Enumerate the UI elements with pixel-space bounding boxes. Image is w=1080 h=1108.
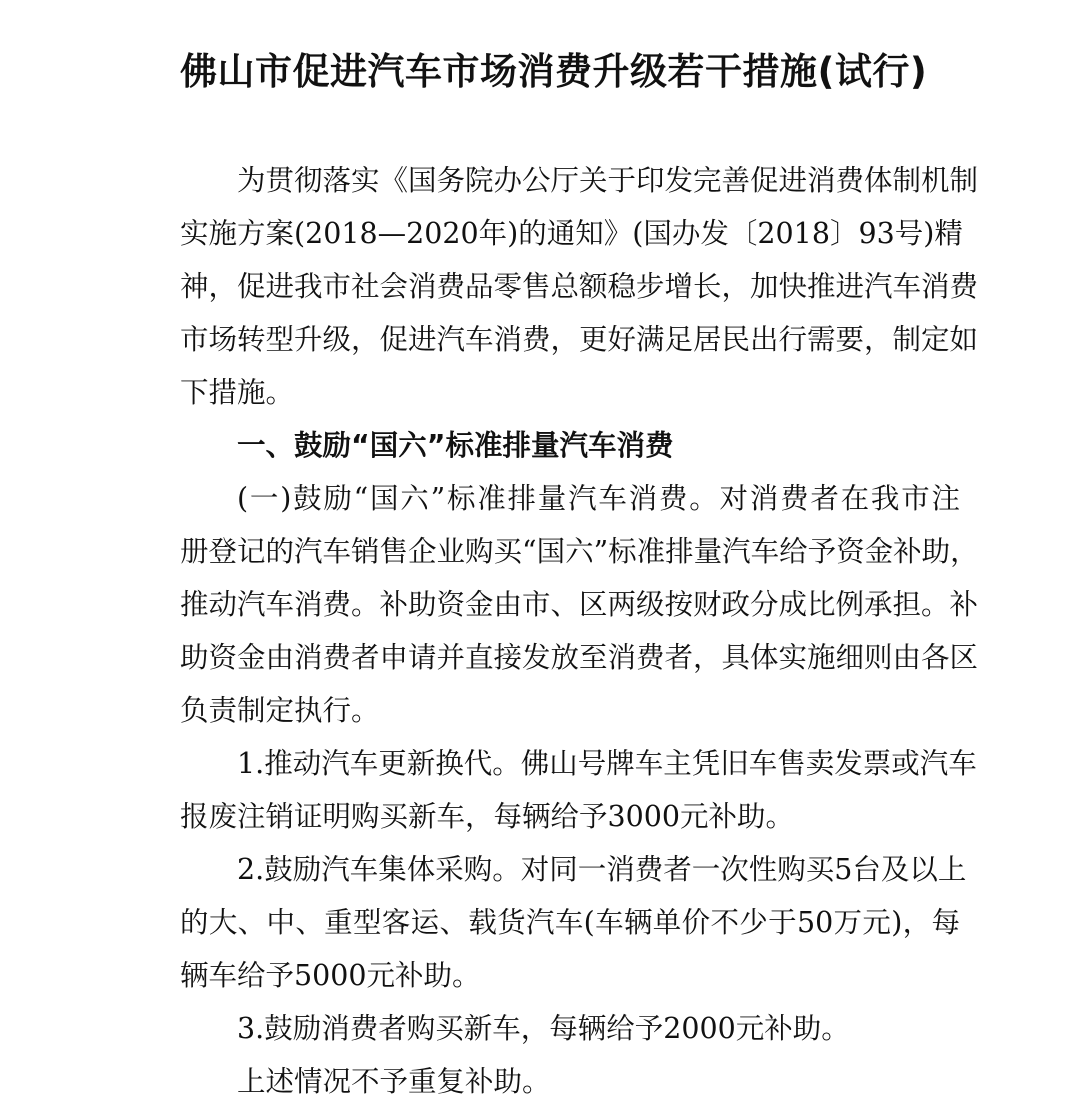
intro-line: 实施方案(2018—2020年)的通知》(国办发〔2018〕93号)精 bbox=[180, 217, 963, 250]
list-item-1 bbox=[180, 737, 977, 843]
section-line: 推动汽车消费。补助资金由市、区两级按财政分成比例承担。补 bbox=[180, 588, 979, 621]
section-paragraph bbox=[180, 472, 979, 737]
intro-paragraph bbox=[180, 154, 979, 419]
list-item-line: 辆车给予5000元补助。 bbox=[180, 959, 481, 992]
list-item-2 bbox=[180, 843, 967, 1002]
section-heading: 一、鼓励“国六”标准排量汽车消费 bbox=[237, 429, 674, 462]
section-line: (一)鼓励“国六”标准排量汽车消费。对消费者在我市注 bbox=[237, 482, 960, 515]
document-title: 佛山市促进汽车市场消费升级若干措施(试行) bbox=[180, 50, 928, 93]
list-item-line: 2.鼓励汽车集体采购。对同一消费者一次性购买5台及以上 bbox=[237, 853, 967, 886]
list-item-3 bbox=[180, 1002, 960, 1055]
section-line: 册登记的汽车销售企业购买“国六”标准排量汽车给予资金补助， bbox=[180, 535, 979, 568]
section-line: 助资金由消费者申请并直接发放至消费者，具体实施细则由各区 bbox=[180, 641, 979, 674]
intro-line: 为贯彻落实《国务院办公厅关于印发完善促进消费体制机制 bbox=[237, 164, 979, 197]
intro-line: 市场转型升级，促进汽车消费，更好满足居民出行需要，制定如 bbox=[180, 323, 979, 356]
closing-line: 上述情况不予重复补助。 bbox=[237, 1065, 551, 1098]
intro-line: 下措施。 bbox=[180, 376, 295, 409]
list-item-line: 3.鼓励消费者购买新车，每辆给予2000元补助。 bbox=[237, 1012, 850, 1045]
document-body bbox=[180, 154, 979, 1108]
intro-line: 神，促进我市社会消费品零售总额稳步增长，加快推进汽车消费 bbox=[180, 270, 979, 303]
list-item-line: 的大、中、重型客运、载货汽车(车辆单价不少于50万元)，每 bbox=[180, 906, 960, 939]
section-line: 负责制定执行。 bbox=[180, 694, 380, 727]
list-item-line: 报废注销证明购买新车，每辆给予3000元补助。 bbox=[180, 800, 795, 833]
list-item-line: 1.推动汽车更新换代。佛山号牌车主凭旧车售卖发票或汽车 bbox=[237, 747, 977, 780]
